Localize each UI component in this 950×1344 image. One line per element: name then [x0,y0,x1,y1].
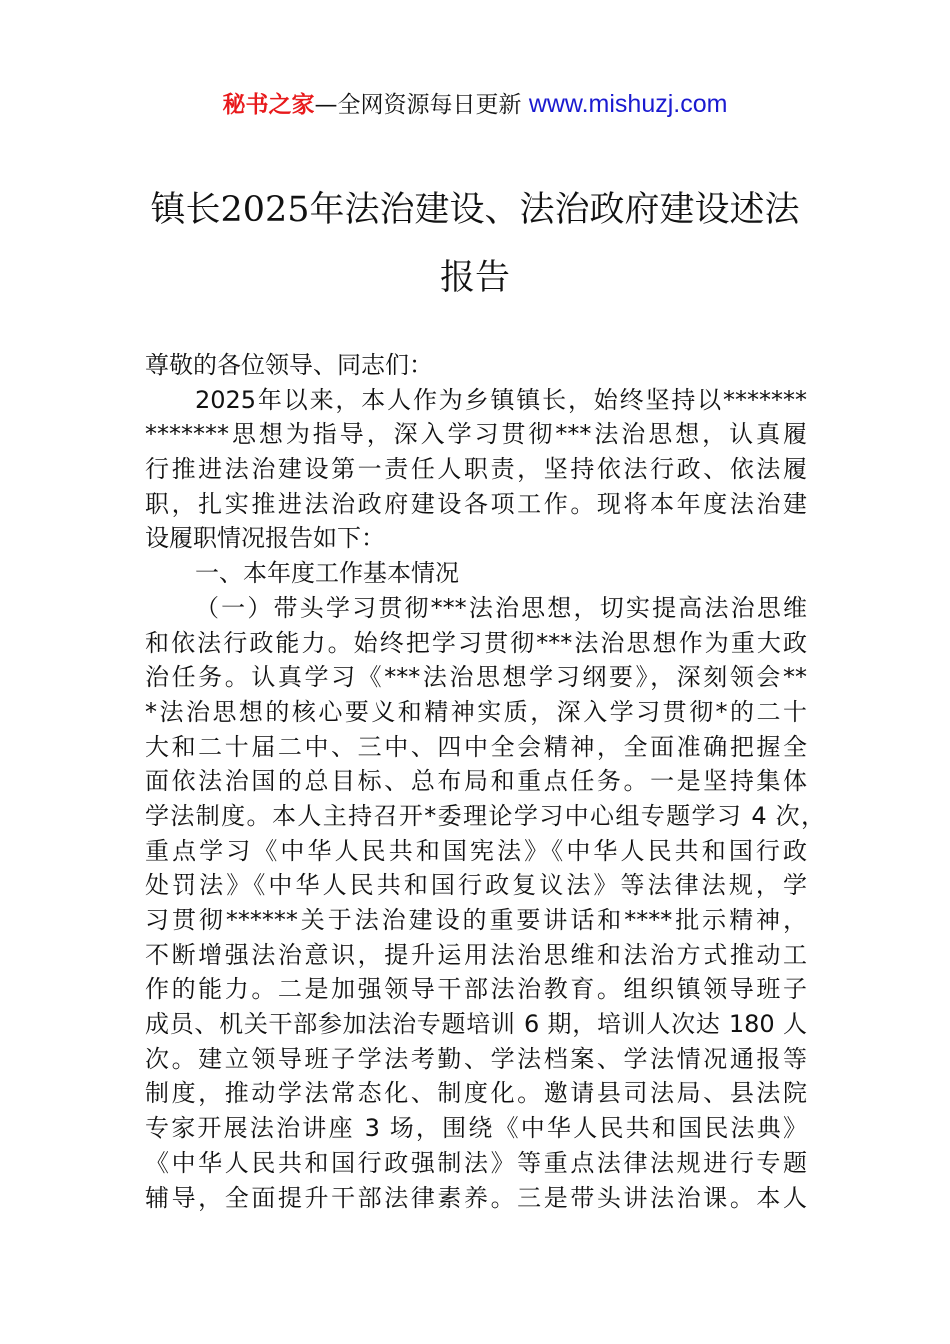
body-line: 专家开展法治讲座 3 场，围绕《中华人民共和国民法典》 [145,1114,807,1143]
banner-tagline: —全网资源每日更新 [314,92,529,118]
body-line: 次。建立领导班子学法考勤、学法档案、学法情况通报等 [145,1044,807,1073]
salutation: 尊敬的各位领导、同志们： [145,351,433,379]
body-line: 《中华人民共和国行政强制法》等重点法律法规进行专题 [145,1148,807,1177]
body-line: 习贯彻******关于法治建设的重要讲话和****批示精神， [145,906,807,934]
body-line: 面依法治国的总目标、总布局和重点任务。一是坚持集体 [145,767,807,796]
body-line: 设履职情况报告如下： [145,524,385,553]
document-title-line-2: 报告 [439,258,510,298]
body-line: *法治思想的核心要义和精神实质，深入学习贯彻*的二十 [145,697,807,726]
body-line: 职，扎实推进法治政府建设各项工作。现将本年度法治建 [145,489,807,518]
body-line: 大和二十届二中、三中、四中全会精神，全面准确把握全 [145,732,807,761]
body-line: 制度，推动学法常态化、制度化。邀请县司法局、县法院 [145,1079,807,1108]
section-heading: 一、本年度工作基本情况 [195,559,459,588]
body-line: 行推进法治建设第一责任人职责，坚持依法行政、依法履 [145,455,807,484]
body-line: 处罚法》《中华人民共和国行政复议法》等法律法规，学 [145,871,807,900]
subsection-heading: （一）带头学习贯彻***法治思想，切实提高法治思维 [195,593,807,622]
body-line: 重点学习《中华人民共和国宪法》《中华人民共和国行政 [145,836,807,865]
body-line: 不断增强法治意识，提升运用法治思维和法治方式推动工 [145,940,807,969]
body-line: *******思想为指导，深入学习贯彻***法治思想，认真履 [145,420,807,449]
brand-name: 秘书之家 [222,92,315,118]
document-title-line-1: 镇长2025年法治建设、法治政府建设述法 [150,190,800,230]
body-line: 成员、机关干部参加法治专题培训 6 期，培训人次达 180 人 [145,1010,807,1039]
body-line: 2025年以来，本人作为乡镇镇长，始终坚持以******* [195,385,807,414]
document-body [145,348,825,1215]
site-banner [0,86,950,123]
body-line: 和依法行政能力。始终把学习贯彻***法治思想作为重大政 [145,628,807,657]
site-url-link[interactable]: www.mishuzj.com [528,90,728,118]
body-line: 作的能力。二是加强领导干部法治教育。组织镇领导班子 [145,975,807,1004]
body-line: 学法制度。本人主持召开*委理论学习中心组专题学习 4 次， [145,801,825,830]
body-line: 辅导，全面提升干部法律素养。三是带头讲法治课。本人 [145,1183,807,1212]
body-line: 治任务。认真学习《***法治思想学习纲要》，深刻领会** [145,663,807,692]
